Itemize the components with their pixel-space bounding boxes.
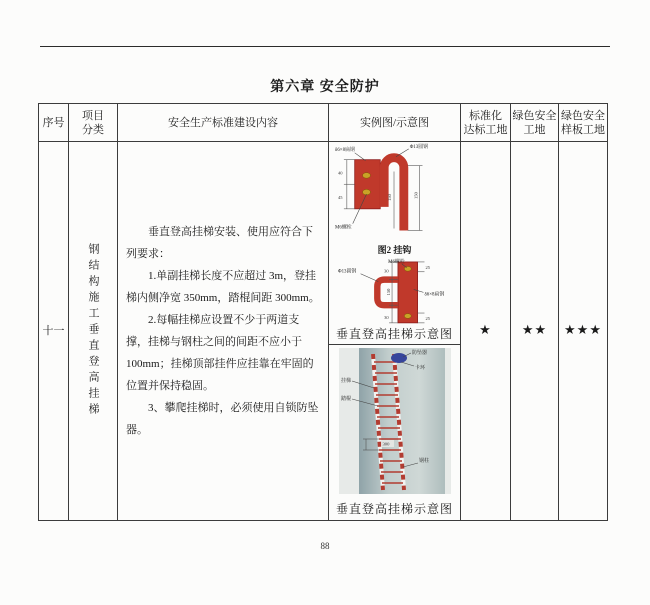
bracket-dim-25-top: 25 <box>425 265 430 271</box>
hook-diagram-figure <box>332 142 457 244</box>
content-paragraph-4: 3、攀爬挂梯时，必须使用自锁防坠器。 <box>126 402 319 436</box>
hook-dim-150-inner: 150 <box>387 194 393 201</box>
bracket-flat-steel-label: δ6×8扁钢 <box>424 292 445 298</box>
row-index: 十一 <box>42 325 65 337</box>
ladder-photo-caption: 垂直登高挂梯示意图 <box>335 502 453 516</box>
row-index-cell <box>39 142 69 521</box>
bracket-round-steel-label: Φ13圆钢 <box>337 269 357 275</box>
header-example-label: 实例图/示意图 <box>359 116 430 129</box>
rating-green-cell <box>511 142 559 521</box>
rung-spacing-dim: 300 <box>382 441 389 447</box>
header-index-label: 序号 <box>42 116 65 129</box>
header-standard-line2: 达标工地 <box>463 123 508 136</box>
bracket-dim-150: 150 <box>386 288 392 296</box>
hook-diagrams-caption: 垂直登高挂梯示意图 <box>335 327 453 341</box>
bracket-bolt-label: M6螺栓 <box>388 260 405 266</box>
fall-arrester-label: 防坠器 <box>411 351 427 356</box>
header-model-site <box>559 104 608 142</box>
content-paragraph-1: 垂直登高挂梯安装、使用应符合下列要求： <box>126 226 313 260</box>
rating-model-cell <box>559 142 608 521</box>
hook-bolt-label: M6螺栓 <box>335 225 352 231</box>
hook-shape <box>355 158 404 231</box>
rung-label: 踏棍 <box>340 397 351 402</box>
header-category-line2: 分类 <box>82 123 104 136</box>
column-label: 钢柱 <box>418 459 429 464</box>
shackle-label: 卡环 <box>414 366 425 371</box>
hook-round-steel-label: Φ13圆钢 <box>409 144 429 150</box>
hook-diagram-subcell <box>329 142 460 345</box>
header-green-line2: 工地 <box>523 123 546 136</box>
header-example <box>329 104 461 142</box>
row-content-cell <box>118 142 329 521</box>
row-category-cell <box>69 142 118 521</box>
page-title: 第六章 安全防护 <box>270 80 380 95</box>
table-header-row <box>39 104 608 142</box>
bracket-dim-30-top: 30 <box>384 268 389 274</box>
header-category <box>69 104 118 142</box>
safety-standard-table <box>38 103 608 521</box>
model-site-stars: ★★★ <box>564 323 602 338</box>
fall-arrester-device <box>391 353 407 363</box>
hook-bracket-figure <box>332 258 457 327</box>
ladder-label: 挂梯 <box>340 379 351 384</box>
hook-flat-steel-label: δ6×8扁钢 <box>335 147 355 153</box>
page-number: 88 <box>320 541 330 551</box>
hook-dim-150-outer: 150 <box>413 192 419 199</box>
header-rule <box>40 46 610 47</box>
bracket-dim-30-bottom: 30 <box>384 315 389 321</box>
bracket-dim-25-bottom: 25 <box>425 316 430 322</box>
green-site-stars: ★★ <box>521 323 548 338</box>
header-model-line2: 样板工地 <box>561 123 605 136</box>
header-model-line1: 绿色安全 <box>561 109 605 122</box>
hook-figure-caption: 图2 挂钩 <box>377 245 412 256</box>
ladder-photo-subcell <box>329 345 460 519</box>
row-category: 钢结构施工垂直登高挂梯 <box>87 243 99 419</box>
header-green-line1: 绿色安全 <box>512 109 557 122</box>
ladder-photo <box>339 348 451 494</box>
header-index <box>39 104 69 142</box>
rating-standard-cell <box>461 142 511 521</box>
header-content-label: 安全生产标准建设内容 <box>168 116 278 129</box>
content-paragraph-2: 1.单副挂梯长度不应超过 3m，登挂梯内侧净宽 350mm，踏棍间距 300mm。 <box>126 270 320 304</box>
hook-dim-40: 40 <box>337 170 343 176</box>
table-row <box>39 142 608 521</box>
header-content <box>118 104 329 142</box>
content-paragraph-3: 2.每幅挂梯应设置不少于两道支撑，挂梯与钢柱之间的间距不应小于 100mm；挂梯顶部挂件应挂靠在牢固的位置并保持稳固。 <box>126 314 314 392</box>
header-standard-line1: 标准化 <box>469 109 502 122</box>
header-green-site <box>511 104 559 142</box>
row-example-cell <box>329 142 461 521</box>
header-standard-site <box>461 104 511 142</box>
header-category-line1: 项目 <box>82 109 104 122</box>
standard-site-stars: ★ <box>479 323 492 338</box>
hook-dim-45: 45 <box>337 194 343 200</box>
